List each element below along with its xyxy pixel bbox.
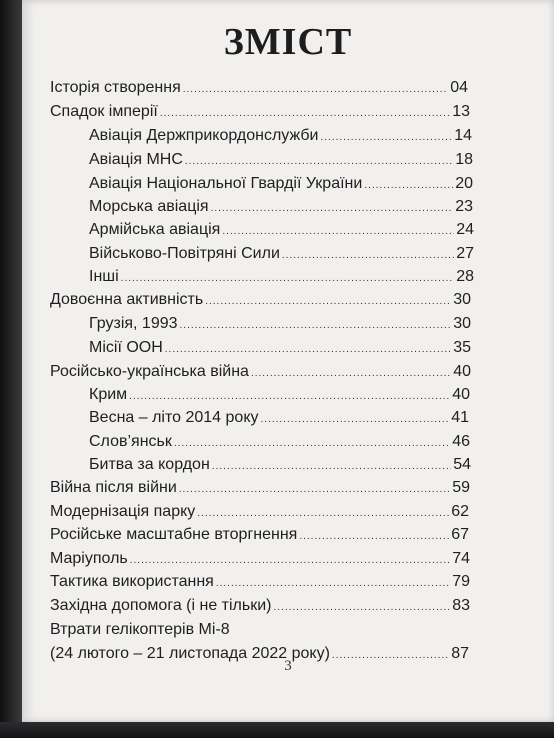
toc-entry-title: Битва за кордон xyxy=(89,456,210,473)
toc-entry-title: Крим xyxy=(89,386,128,403)
leader-dots xyxy=(211,199,454,219)
toc-entry-page: 18 xyxy=(455,151,473,168)
toc-entry xyxy=(50,572,470,594)
toc-entry-page: 41 xyxy=(451,409,469,426)
toc-entry-page: 24 xyxy=(456,221,474,238)
toc-entry xyxy=(50,78,468,100)
toc-entry-title: Модернізація парку xyxy=(50,503,196,520)
toc-entry-title: Слов’янськ xyxy=(89,433,172,450)
leader-dots xyxy=(121,269,455,289)
toc-entry-title: Тактика використання xyxy=(50,573,214,590)
toc-entry-title: Російське масштабне вторгнення xyxy=(50,526,298,543)
toc-entry xyxy=(89,150,473,172)
toc-entry-page: 67 xyxy=(451,526,469,543)
toc-entry xyxy=(50,362,471,384)
leader-dots xyxy=(174,434,450,454)
leader-dots xyxy=(197,504,449,524)
leader-dots xyxy=(165,340,451,360)
toc-entry-title: Морська авіація xyxy=(89,198,209,215)
toc-entry xyxy=(89,338,471,360)
leader-dots xyxy=(205,292,451,312)
leader-dots xyxy=(273,598,450,618)
leader-dots xyxy=(261,410,450,430)
toc-entry-title: Маріуполь xyxy=(50,550,128,567)
leader-dots xyxy=(179,480,450,500)
leader-dots xyxy=(282,246,454,266)
toc-entry-page: 74 xyxy=(452,550,470,567)
toc-entry-page: 79 xyxy=(452,573,470,590)
page-number: 3 xyxy=(284,658,292,674)
toc-entry xyxy=(89,174,473,196)
leader-dots xyxy=(299,527,449,547)
leader-dots xyxy=(160,104,450,124)
toc-entry-page: 59 xyxy=(452,479,470,496)
toc-entry-page: 30 xyxy=(453,315,471,332)
toc-entry xyxy=(50,596,470,618)
toc-entry xyxy=(50,478,470,500)
leader-dots xyxy=(216,574,450,594)
toc-entry xyxy=(50,290,471,312)
toc-entry-page: 27 xyxy=(456,245,474,262)
toc-entry-title-line1: Втрати гелікоптерів Мі-8 xyxy=(50,621,230,638)
toc-entry-title: Весна – літо 2014 року xyxy=(89,409,259,426)
leader-dots xyxy=(212,457,451,477)
toc-entry-title: Місії ООН xyxy=(89,339,163,356)
toc-entry-page: 40 xyxy=(453,363,471,380)
toc-entry-page: 40 xyxy=(452,386,470,403)
leader-dots xyxy=(251,364,451,384)
leader-dots xyxy=(183,80,448,100)
toc-entry xyxy=(89,314,471,336)
toc-entry-page: 23 xyxy=(455,198,473,215)
toc-entry xyxy=(89,408,469,430)
toc-entry-page: 13 xyxy=(452,103,470,120)
toc-entry-page: 62 xyxy=(451,503,469,520)
toc-entry-title: Історія створення xyxy=(50,79,181,96)
toc-entry xyxy=(89,220,474,242)
toc-entry-page: 46 xyxy=(452,433,470,450)
toc-entry-page: 28 xyxy=(456,268,474,285)
leader-dots xyxy=(130,551,450,571)
toc-entry xyxy=(50,102,470,124)
toc-entry-title: Спадок імперії xyxy=(50,103,158,120)
toc-entry xyxy=(89,126,472,148)
toc-entry-title: Військово-Повітряні Сили xyxy=(89,245,280,262)
leader-dots xyxy=(129,387,450,407)
toc-entry-page: 04 xyxy=(450,79,468,96)
toc-entry xyxy=(89,197,473,219)
toc-entry-page: 14 xyxy=(454,127,472,144)
page-title: ЗМІСТ xyxy=(223,21,353,63)
leader-dots xyxy=(180,316,452,336)
toc-entry-title: Російсько-українська війна xyxy=(50,363,249,380)
toc-entry-page: 20 xyxy=(455,175,473,192)
toc-entry-title: Інші xyxy=(89,268,119,285)
toc-entry xyxy=(89,455,471,477)
toc-entry xyxy=(89,385,470,407)
toc-entry-title: Авіація Національної Гвардії України xyxy=(89,175,363,192)
leader-dots xyxy=(320,128,452,148)
toc-entry xyxy=(89,432,470,454)
toc-entry-page: 30 xyxy=(453,291,471,308)
toc-entry-title: Авіація МНС xyxy=(89,151,183,168)
toc-entry-title: Західна допомога (і не тільки) xyxy=(50,597,272,614)
toc-entry-page: 35 xyxy=(453,339,471,356)
toc-entry-title: Війна після війни xyxy=(50,479,177,496)
leader-dots xyxy=(364,176,453,196)
toc-entry xyxy=(50,549,470,571)
toc-entry-page: 87 xyxy=(451,645,469,662)
toc-entry-title: Авіація Держприкордонслужби xyxy=(89,127,319,144)
toc-entry-title: Армійська авіація xyxy=(89,221,221,238)
toc-entry xyxy=(50,525,469,547)
toc-entry xyxy=(89,244,474,266)
leader-dots xyxy=(185,152,453,172)
leader-dots xyxy=(222,222,454,242)
toc-entry-title: (24 лютого – 21 листопада 2022 року) xyxy=(50,645,330,662)
toc-entry xyxy=(50,502,469,524)
toc-entry-page: 83 xyxy=(452,597,470,614)
toc-entry-title: Грузія, 1993 xyxy=(89,315,178,332)
toc-entry xyxy=(89,267,474,289)
toc-entry-title: Довоєнна активність xyxy=(50,291,204,308)
toc-entry-page: 54 xyxy=(453,456,471,473)
